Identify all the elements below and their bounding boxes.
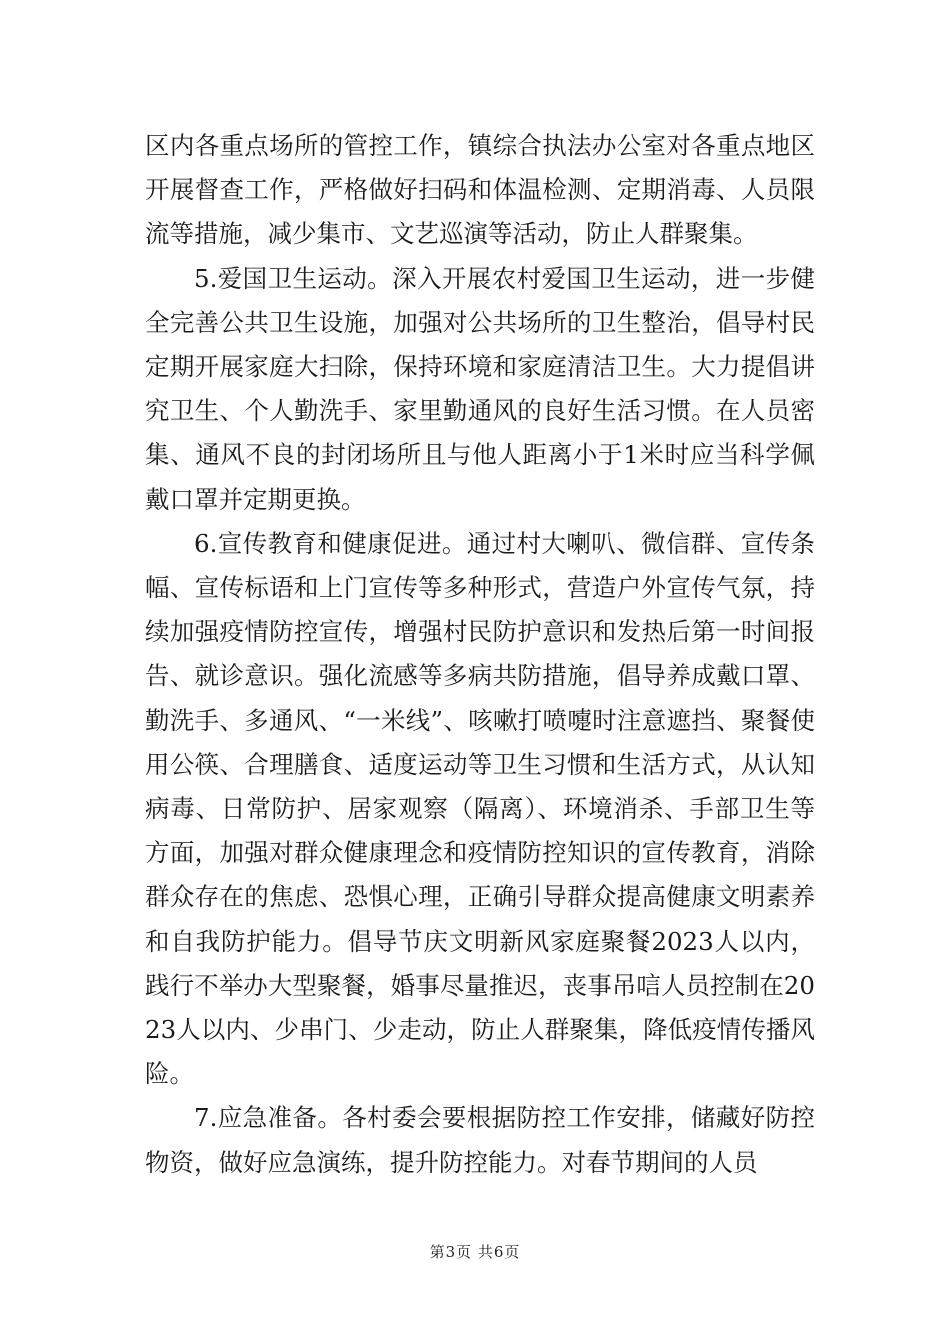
document-body: [145, 124, 815, 1185]
page-number-footer: 第3页 共6页: [429, 1243, 521, 1261]
paragraph-patriotic-hygiene: 5.爱国卫生运动。深入开展农村爱国卫生运动，进一步健全完善公共卫生设施，加强对公共场所的卫生整治，倡导村民定期开展家庭大扫除，保持环境和家庭清洁卫生。大力提倡讲究卫生、个人勤洗手、家里勤通风的良好生活习惯。在人员密集、通风不良的封闭场所且与他人距离小于1米时应当科学佩戴口罩并定期更换。: [145, 263, 815, 514]
paragraph-publicity-education: 6.宣传教育和健康促进。通过村大喇叭、微信群、宣传条幅、宣传标语和上门宣传等多种形式，营造户外宣传气氛，持续加强疫情防控宣传，增强村民防护意识和发热后第一时间报告、就诊意识。强化流感等多病共防措施，倡导养成戴口罩、勤洗手、多通风、“一米线”、咳嗽打喷嚏时注意遮挡、聚餐使用公筷、合理膳食、适度运动等卫生习惯和生活方式，从认知病毒、日常防护、居家观察（隔离）、环境消杀、手部卫生等方面，加强对群众健康理念和疫情防控知识的宣传教育，消除群众存在的焦虑、恐惧心理，正确引导群众提高健康文明素养和自我防护能力。倡导节庆文明新风家庭聚餐2023人以内，践行不举办大型聚餐，婚事尽量推迟，丧事吊唁人员控制在2023人以内、少串门、少走动，防止人群聚集，降低疫情传播风险。: [145, 528, 815, 1089]
paragraph-emergency-preparation: 7.应急准备。各村委会要根据防控工作安排，储藏好防控物资，做好应急演练，提升防控能力。对春节期间的人员: [145, 1103, 815, 1177]
paragraph-continuation: 区内各重点场所的管控工作，镇综合执法办公室对各重点地区开展督查工作，严格做好扫码和体温检测、定期消毒、人员限流等措施，减少集市、文艺巡演等活动，防止人群聚集。: [145, 131, 815, 249]
